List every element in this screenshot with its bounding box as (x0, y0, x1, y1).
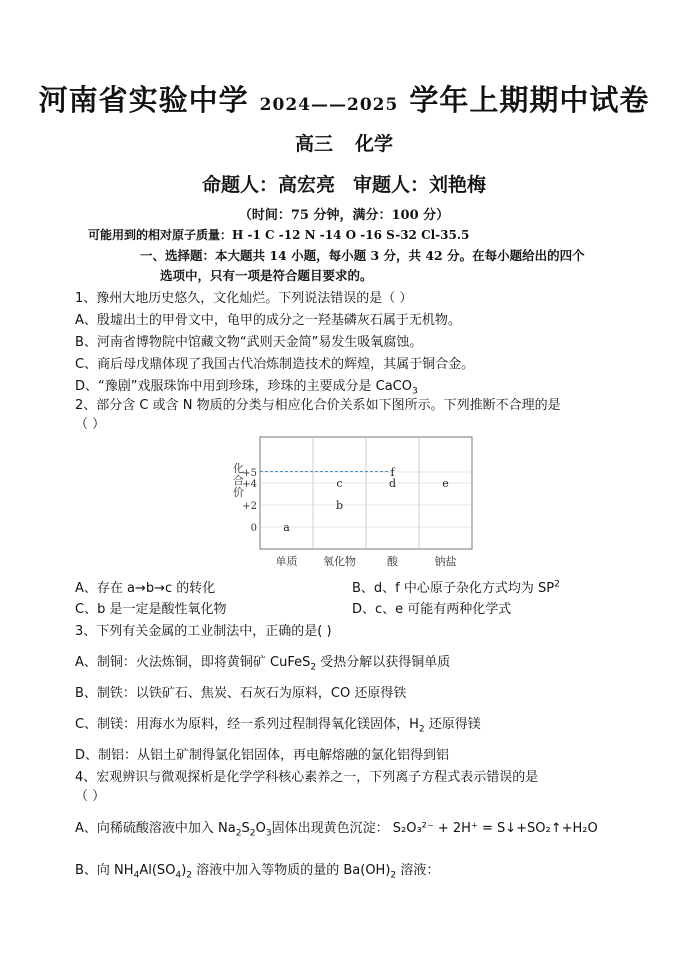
q1-option-a: A、殷墟出土的甲骨文中，龟甲的成分之一羟基磷灰石属于无机物。 (75, 313, 461, 328)
chart-x-category-label: 氧化物 (323, 555, 356, 568)
q4-option-b-sub4: 2 (390, 870, 397, 881)
q4-option-b-mid: Al(SO (139, 863, 176, 878)
q3-stem: 3、下列有关金属的工业制法中，正确的是( ) (75, 624, 332, 639)
chart-x-category-label: 钠盐 (434, 555, 457, 568)
chart-y-tick-label: +4 (242, 479, 257, 490)
q4-option-b-post: 溶液中加入等物质的量的 Ba(OH) (192, 863, 391, 878)
q4-option-b-sub3: 2 (186, 870, 193, 881)
q2-option-c: C、b 是一定是酸性氧化物 (75, 602, 227, 617)
q4-option-a-sub1: 2 (235, 828, 242, 839)
q2-stem-line2: （ ） (75, 417, 106, 432)
q4-option-b-sub1: 4 (133, 870, 140, 881)
chart-y-ticks (242, 468, 257, 534)
q4-stem-line1: 4、宏观辨识与微观探析是化学学科核心素养之一，下列离子方程式表示错误的是 (75, 770, 539, 785)
valence-classification-chart (215, 432, 477, 572)
q3-option-c-post: 还原得镁 (424, 717, 481, 732)
section-instructions-line2: 选项中，只有一项是符合题目要求的。 (160, 268, 373, 283)
q2-option-a: A、存在 a→b→c 的转化 (75, 581, 216, 596)
reviewer-label: 审题人：刘艳梅 (353, 174, 487, 196)
setter-label: 命题人：高宏亮 (201, 174, 335, 196)
authors-line (0, 170, 688, 197)
q4-option-b-sub2: 4 (175, 870, 182, 881)
q3-option-a-post: 受热分解以获得铜单质 (316, 655, 451, 670)
q3-option-d: D、制铝：从铝土矿制得氯化铝固体，再电解熔融的氯化铝得到铝 (75, 748, 450, 763)
chart-point-d: d (388, 477, 397, 490)
q2-option-b-sup: 2 (554, 579, 560, 590)
q4-option-a-equation: S₂O₃²⁻ + 2H⁺ = S↓+SO₂↑+H₂O (392, 821, 598, 836)
q2-option-d: D、c、e 可能有两种化学式 (352, 602, 512, 617)
atomic-masses-line: 可能用到的相对原子质量：H -1 C -12 N -14 O -16 S-32 Cl-35.5 (88, 228, 470, 242)
chart-point-a: a (283, 521, 290, 534)
subject-label: 化学 (355, 133, 394, 155)
chart-ylabel: 化合价 (233, 462, 244, 499)
q3-option-a-pre: A、制铜：火法炼铜，即将黄铜矿 CuFeS (75, 655, 311, 670)
chart-x-category-label: 单质 (275, 555, 298, 568)
grade-subject (0, 129, 688, 156)
grade-label: 高三 (294, 133, 333, 155)
q4-option-a-pre: A、向稀硫酸溶液中加入 Na (75, 821, 236, 836)
q3-option-c-pre: C、制镁：用海水为原料，经一系列过程制得氧化镁固体，H (75, 717, 419, 732)
title-school: 河南省实验中学 (38, 83, 260, 117)
chart-y-tick-label: +5 (242, 468, 257, 479)
q2-option-b (352, 577, 560, 596)
q4-option-a-sub3: 3 (265, 828, 272, 839)
q4-option-a-sub2: 2 (249, 828, 256, 839)
chart-point-e: e (442, 477, 449, 490)
section-instructions-line1: 一、选择题：本大题共 14 小题，每小题 3 分，共 42 分。在每小题给出的四个 (140, 248, 585, 263)
q1-option-b: B、河南省博物院中馆藏文物“武则天金简”易发生吸氧腐蚀。 (75, 335, 423, 350)
chart-point-c: c (336, 477, 343, 490)
q1-option-c: C、商后母戊鼎体现了我国古代冶炼制造技术的辉煌，其属于铜合金。 (75, 357, 475, 372)
chart-y-tick-label: +2 (242, 501, 257, 512)
time-score-line: （时间：75 分钟，满分：100 分） (238, 208, 450, 223)
q4-option-b-pre: B、向 NH (75, 863, 134, 878)
title-years: 2024——2025 (259, 95, 399, 115)
chart-x-categories (276, 554, 457, 568)
q3-option-c-sub: 2 (418, 724, 425, 735)
chart-y-tick-label: 0 (250, 523, 257, 534)
chart-point-f: f (390, 466, 395, 479)
chart-point-b: b (335, 499, 344, 512)
q4-option-a: A、向稀硫酸溶液中加入 $Na_2S_2O_3$固体出现黄色沉淀： S₂O₃²⁻ + 2H⁺ = S↓+SO₂↑+H₂O (75, 821, 598, 839)
exam-title (0, 78, 688, 119)
chart-grid (260, 437, 472, 549)
q1-option-d-sub: 3 (411, 386, 418, 397)
q4-option-a-mid: 固体出现黄色沉淀： (271, 821, 389, 836)
q4-stem-line2: （ ） (75, 789, 106, 804)
chart-x-category-label: 酸 (387, 555, 398, 568)
q3-option-a-sub: 2 (310, 662, 317, 673)
q3-option-c (75, 713, 481, 735)
q2-stem-line1: 2、部分含 C 或含 N 物质的分类与相应化合价关系如下图所示。下列推断不合理的是 (75, 398, 561, 413)
q2-option-b-text: B、d、f 中心原子杂化方式均为 SP (352, 581, 555, 596)
title-term: 学年上期期中试卷 (398, 83, 650, 117)
q4-option-b: B、向 $NH_4Al(SO_4)_2$ 溶液中加入等物质的量的 $Ba(OH)_2$ 溶液： (75, 863, 440, 881)
q3-option-a (75, 651, 450, 673)
q1-option-d-text: D、“豫剧”戏服珠饰中用到珍珠，珍珠的主要成分是 CaCO (75, 379, 412, 394)
q1-stem: 1、豫州大地历史悠久，文化灿烂。下列说法错误的是（ ） (75, 291, 413, 306)
q4-option-b-end: 溶液： (396, 863, 440, 878)
q3-option-b: B、制铁：以铁矿石、焦炭、石灰石为原料，CO 还原得铁 (75, 686, 407, 701)
